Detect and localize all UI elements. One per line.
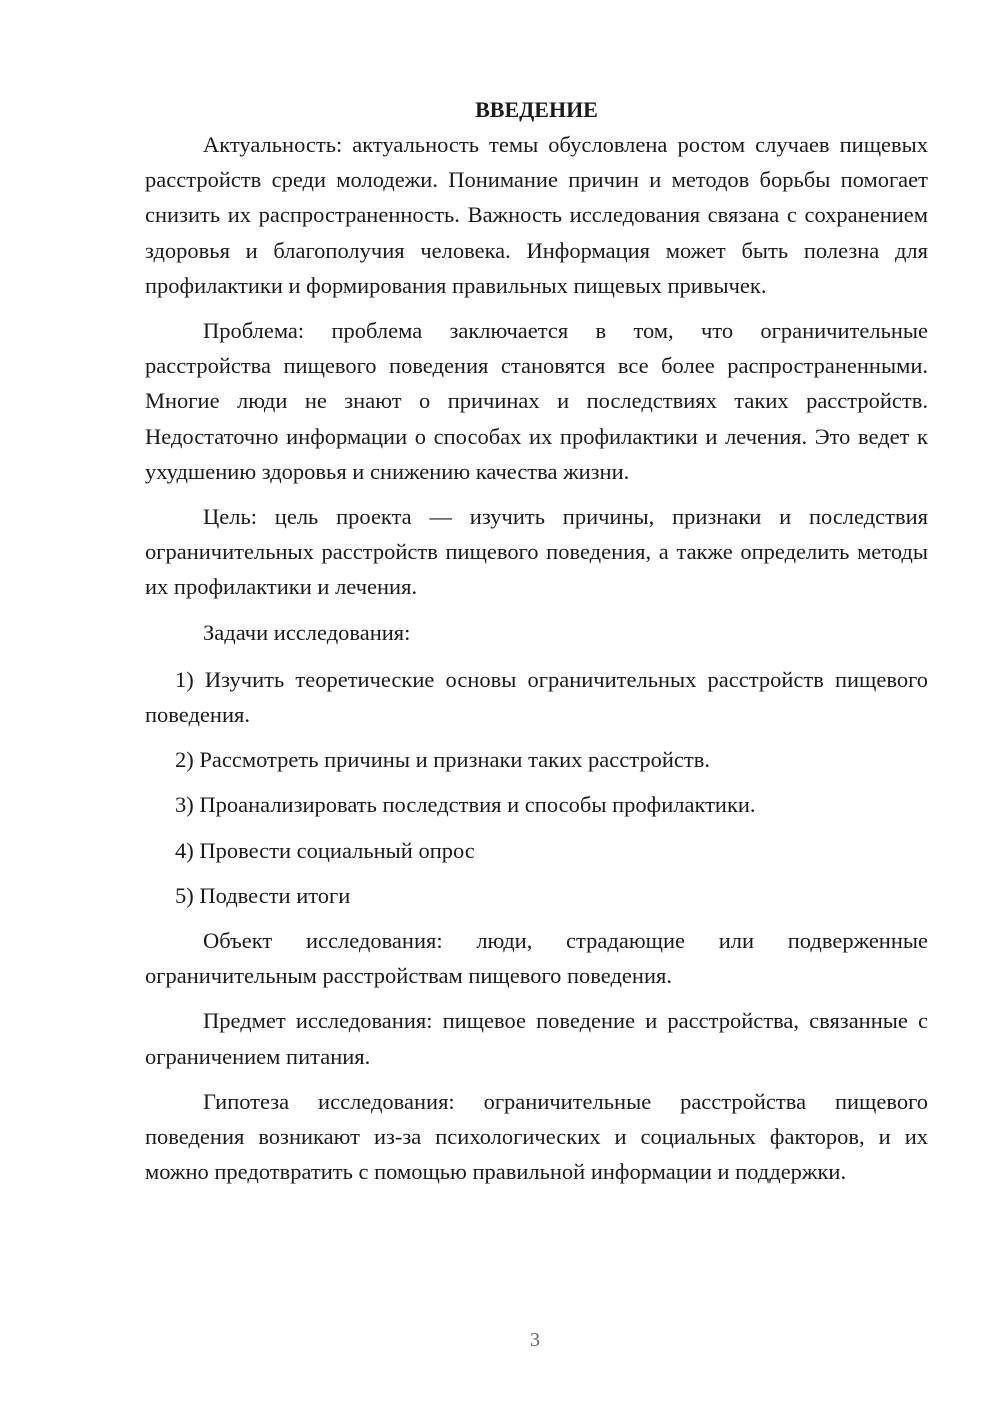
paragraph-relevance: Актуальность: актуальность темы обусловлена ростом случаев пищевых расстройств среди молодежи. Понимание причин и методов борьбы помогает снизить их распространенность. Важность исследования связана с сохранением здоровья и благополучия человека. Информация может быть полезна для профилактики и формирования правильных пищевых привычек. [145, 132, 928, 298]
document-page [145, 92, 928, 1189]
page-number: 3 [530, 1329, 540, 1351]
tasks-list [145, 662, 928, 913]
paragraph-problem: Проблема: проблема заключается в том, что ограничительные расстройства пищевого поведения становятся все более распространенными. Многие люди не знают о причинах и последствиях таких расстройств. Недостаточно информации о способах их профилактики и лечения. Это ведет к ухудшению здоровья и снижению качества жизни. [145, 318, 928, 484]
paragraph-subject: Предмет исследования: пищевое поведение и расстройства, связанные с ограничением питания. [145, 1008, 928, 1069]
list-item: 4) Провести социальный опрос [175, 837, 475, 863]
paragraph-hypothesis: Гипотеза исследования: ограничительные расстройства пищевого поведения возникают из-за психологических и социальных факторов, и их можно предотвратить с помощью правильной информации и поддержки. [145, 1088, 928, 1185]
page-title: ВВЕДЕНИЕ [475, 97, 598, 122]
list-item: 3) Проанализировать последствия и способы профилактики. [175, 792, 756, 818]
paragraph-goal: Цель: цель проекта — изучить причины, признаки и последствия ограничительных расстройств пищевого поведения, а также определить методы их профилактики и лечения. [145, 504, 928, 600]
tasks-heading: Задачи исследования: [203, 619, 411, 645]
list-item: 1) Изучить теоретические основы ограничительных расстройств пищевого поведения. [145, 666, 928, 728]
list-item: 2) Рассмотреть причины и признаки таких расстройств. [175, 747, 710, 773]
paragraph-object: Объект исследования: люди, страдающие или подверженные ограничительным расстройствам пищевого поведения. [145, 928, 928, 989]
list-item: 5) Подвести итоги [175, 882, 351, 908]
